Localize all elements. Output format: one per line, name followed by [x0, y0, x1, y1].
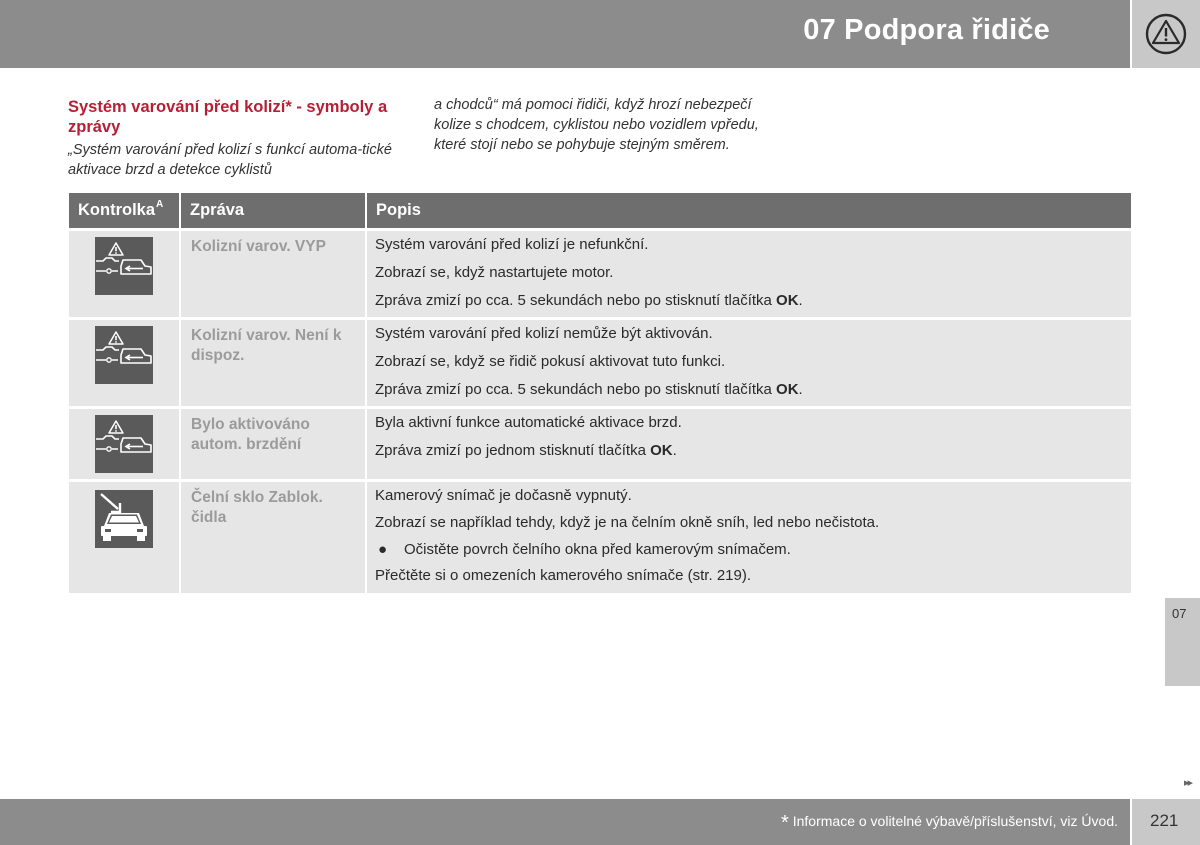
description-cell [367, 320, 1131, 406]
header-indicator [69, 193, 181, 228]
indicator-cell [69, 231, 181, 317]
description-line: Zpráva zmizí po jednom stisknutí tlačítka OK. [375, 442, 677, 459]
footer-note [781, 812, 1118, 835]
page-number-box [1132, 799, 1200, 845]
windshield-sensor-blocked-icon [95, 490, 153, 548]
section-heading: Systém varování před kolizí* - symboly a zprávy [68, 98, 388, 136]
table-row [69, 479, 1131, 593]
description-line: Zpráva zmizí po cca. 5 sekundách nebo po stisknutí tlačítka OK. [375, 381, 803, 398]
footer-bar [0, 799, 1130, 845]
chapter-side-tab-label: 07 [1172, 606, 1187, 621]
next-page-arrow-icon: ▸▸ [1184, 777, 1192, 789]
warning-triangle-icon [1144, 12, 1188, 56]
description-note: Přečtěte si o omezeních kamerového snímače (str. 219). [375, 567, 752, 584]
collision-warning-icon [95, 237, 153, 295]
description-line: Systém varování před kolizí nemůže být aktivován. [375, 325, 713, 342]
table-row [69, 228, 1131, 317]
description-cell [367, 482, 1131, 593]
chapter-header-bar [0, 0, 1130, 68]
description-line: Zobrazí se například tehdy, když je na čelním okně sníh, led nebo nečistota. [375, 514, 880, 531]
chapter-icon-box [1132, 0, 1200, 68]
bullet-item [375, 541, 1123, 559]
description-line: Zobrazí se, když se řidič pokusí aktivovat tuto funkci. [375, 353, 726, 370]
description-cell [367, 409, 1131, 479]
intro-text-right: a chodců“ má pomoci řidiči, když hrozí nebezpečí kolize s chodcem, cyklistou nebo vozidlem vpředu, které stojí nebo se pohybuje stejným směrem. [434, 97, 759, 153]
indicator-cell [69, 482, 181, 593]
chapter-title: 07 Podpora řidiče [803, 14, 1050, 46]
description-cell [367, 231, 1131, 317]
header-indicator-label: Kontrolka [78, 201, 156, 219]
intro-text-left: „Systém varování před kolizí s funkcí automa-tické aktivace brzd a detekce cyklistů [68, 142, 392, 178]
indicator-cell [69, 320, 181, 406]
message-cell: Kolizní varov. Není k dispoz. [181, 320, 367, 406]
table-row [69, 317, 1131, 406]
table-header [69, 193, 1131, 228]
ok-button-ref: OK [776, 292, 799, 309]
message-cell: Čelní sklo Zablok. čidla [181, 482, 367, 593]
table-row [69, 406, 1131, 479]
ok-button-ref: OK [650, 442, 673, 459]
page-number: 221 [1150, 811, 1179, 830]
indicator-cell [69, 409, 181, 479]
header-footnote-mark: A [156, 199, 164, 210]
description-line: Kamerový snímač je dočasně vypnutý. [375, 487, 632, 504]
ok-button-ref: OK [776, 381, 799, 398]
header-message: Zpráva [181, 193, 367, 228]
footer-note-text: Informace o volitelné výbavě/příslušenství, viz Úvod. [792, 813, 1118, 829]
chapter-side-tab [1165, 598, 1200, 686]
bullet-dot-icon: ● [378, 541, 388, 558]
message-cell: Kolizní varov. VYP [181, 231, 367, 317]
collision-warning-icon [95, 415, 153, 473]
header-description: Popis [376, 201, 421, 219]
message-cell: Bylo aktivováno autom. brzdění [181, 409, 367, 479]
description-line: Zpráva zmizí po cca. 5 sekundách nebo po stisknutí tlačítka OK. [375, 292, 803, 309]
collision-warning-icon [95, 326, 153, 384]
description-line: Zobrazí se, když nastartujete motor. [375, 264, 614, 281]
symbols-messages-table [69, 193, 1131, 593]
bullet-text: Očistěte povrch čelního okna před kamerovým snímačem. [404, 541, 791, 558]
description-line: Byla aktivní funkce automatické aktivace brzd. [375, 414, 682, 431]
description-line: Systém varování před kolizí je nefunkční. [375, 236, 649, 253]
asterisk-mark: * [780, 812, 789, 834]
intro-left-column [68, 97, 398, 180]
